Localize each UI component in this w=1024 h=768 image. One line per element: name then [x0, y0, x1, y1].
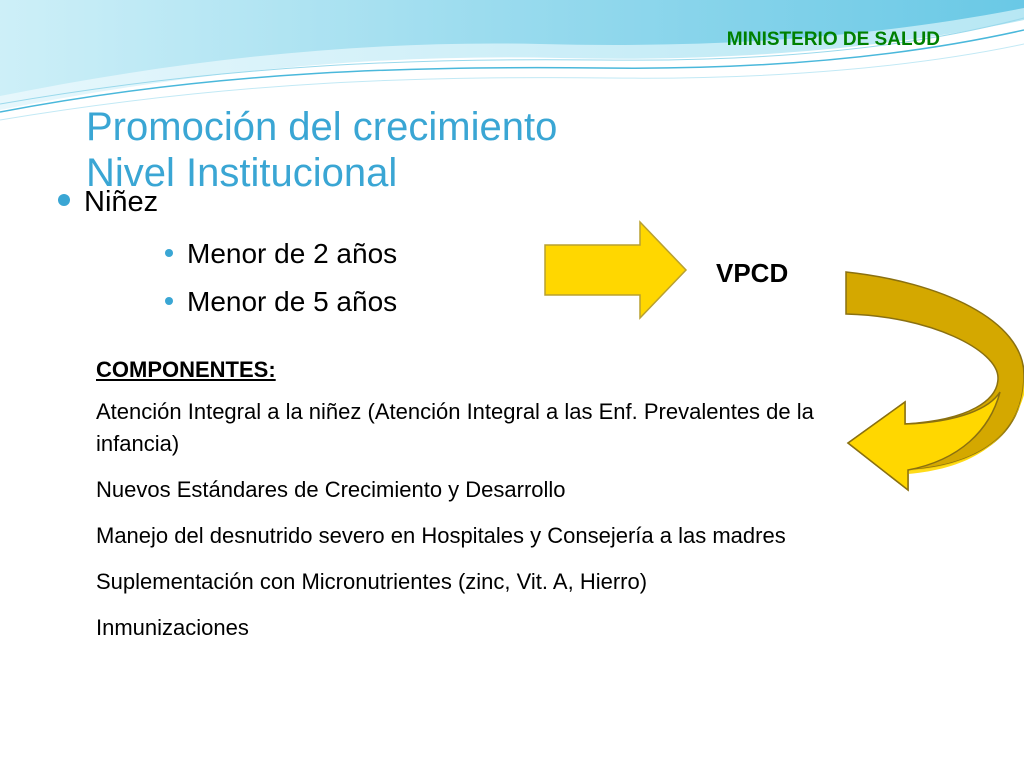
- bullet-dot-icon: [58, 194, 70, 206]
- organization-name: MINISTERIO DE SALUD: [726, 29, 940, 50]
- bullet-dot-icon: [165, 249, 173, 257]
- bullet-dot-icon: [165, 297, 173, 305]
- component-item: Atención Integral a la niñez (Atención Integral a las Enf. Prevalentes de la infancia): [96, 399, 814, 456]
- page-title: [86, 104, 557, 196]
- title-line-1: Promoción del crecimiento: [86, 105, 558, 149]
- right-arrow-icon: [545, 222, 686, 318]
- sub-bullet-menor-2: [165, 238, 397, 270]
- vpcd-label: VPCD: [716, 258, 789, 288]
- bullet-ninez: [58, 186, 158, 219]
- component-item: Manejo del desnutrido severo en Hospitales y Consejería a las madres: [96, 523, 786, 548]
- components-section: [96, 354, 856, 658]
- sub-bullet-menor-5: [165, 286, 397, 318]
- component-item: Suplementación con Micronutrientes (zinc, Vit. A, Hierro): [96, 569, 648, 594]
- components-heading: COMPONENTES:: [96, 357, 276, 382]
- title-line-2: Nivel Institucional: [86, 151, 398, 195]
- sub-bullet-label: Menor de 5 años: [187, 286, 398, 317]
- sub-bullet-label: Menor de 2 años: [187, 238, 398, 269]
- component-item: Nuevos Estándares de Crecimiento y Desarrollo: [96, 477, 566, 502]
- curved-return-arrow-icon: [846, 272, 1024, 490]
- bullet-label: Niñez: [84, 186, 159, 218]
- component-item: Inmunizaciones: [96, 615, 249, 640]
